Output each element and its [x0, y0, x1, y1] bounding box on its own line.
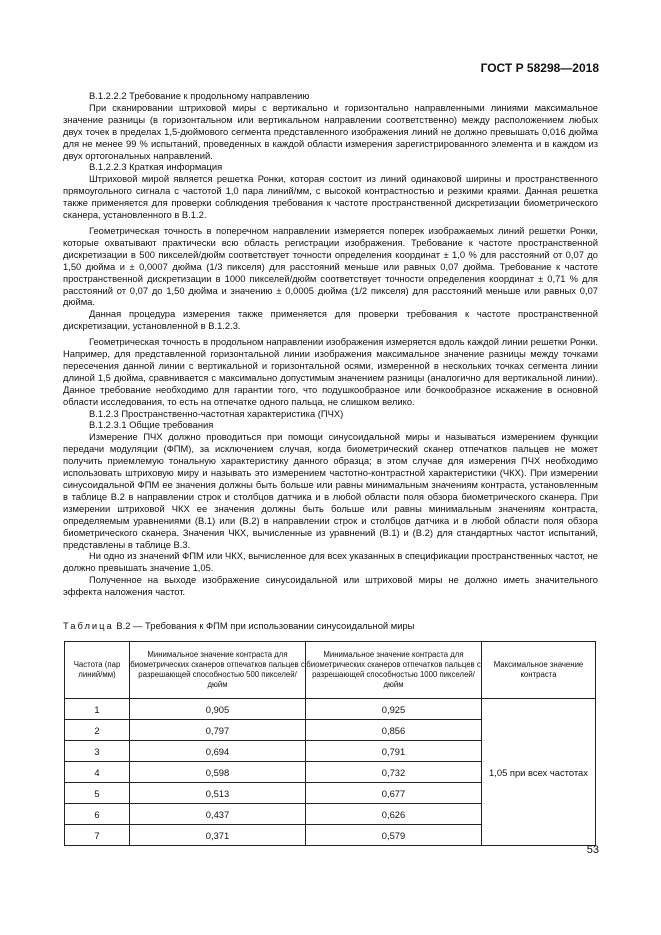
table-header-row	[65, 642, 596, 699]
table-row	[65, 699, 596, 720]
cell-contrast-500: 0,513	[130, 783, 306, 804]
table-caption-label: Таблица	[63, 620, 114, 631]
paragraph: Данная процедура измерения также применяется для проверки требования к частоте пространственной дискретизации, установленной в В.1.2.3.	[63, 308, 598, 332]
section-heading: В.1.2.3 Пространственно-частотная характеристика (ПЧХ)	[89, 407, 344, 419]
cell-contrast-500: 0,694	[130, 741, 306, 762]
body-text	[63, 90, 598, 598]
paragraph: Штриховой мирой является решетка Ронки, которая состоит из линий одинаковой ширины и пространственного прямоугольного сигнала с частотой 1,0 пара линий/мм, с высокой контрастностью и резкими краями. Данная решетка также применяется для проверки соблюдения требования к частоте пространственной дискретизации биометрического сканера, установленного в В.1.2.	[63, 173, 598, 221]
cell-contrast-1000: 0,856	[306, 720, 482, 741]
column-header: Минимальное значение контраста для биометрических сканеров отпечатков пальцев с разрешающей способностью 1000 пикселей/дюйм	[306, 642, 482, 699]
cell-frequency: 2	[65, 720, 130, 741]
cell-contrast-500: 0,371	[130, 825, 306, 846]
cell-frequency: 6	[65, 804, 130, 825]
cell-frequency: 1	[65, 699, 130, 720]
cell-contrast-1000: 0,925	[306, 699, 482, 720]
cell-contrast-1000: 0,677	[306, 783, 482, 804]
paragraph: Измерение ПЧХ должно проводиться при помощи синусоидальной миры и называться измерением функции передачи модуляции (ФПМ), за исключением случая, когда биометрический сканер отпечатков пальцев не может получить приемлемую тональную характеристику данного образца; в этом случае для измерения ПЧХ необходимо использовать штриховую миру и называть это измерением частотно-контрастной характеристики (ЧКХ). При измерении синусоидальной ФПМ ее значения должны быть больше или равны минимальным значениям контраста, установленным в таблице В.2 в направлении строк и столбцов датчика и в любой области поля обзора биометрического сканера. При измерении штриховой ЧКХ ее значения должны быть больше или равны минимальным значениям контраста, определяемым уравнениями (В.1) или (В.2) в направлении строк и столбцов датчика и в любой области поля обзора биометрического сканера. Значения ЧКХ, вычисленные из уравнений (В.1) и (В.2) для стандартных частот испытаний, представлены в таблице В.3.	[63, 431, 598, 550]
cell-contrast-1000: 0,732	[306, 762, 482, 783]
paragraph: Полученное на выходе изображение синусоидальной или штриховой миры не должно иметь значительного эффекта наложения частот.	[63, 574, 598, 598]
column-header: Минимальное значение контраста для биометрических сканеров отпечатков пальцев с разрешающей способностью 500 пикселей/дюйм	[130, 642, 306, 699]
cell-frequency: 4	[65, 762, 130, 783]
paragraph: Геометрическая точность в продольном направлении изображения измеряется вдоль каждой линии решетки Ронки. Например, для представленной горизонтальной линии изображения максимальное значение разницы между точками пересечения данной линии с вертикальной и горизонтальной осями, измеренной в нескольких точках сегмента линии длиной 1,5 дюйма, сравнивается с максимально допустимым значением разницы (аналогично для вертикальной линии). Данное требование необходимо для гарантии того, что подушкообразное или бочкообразное искажение в основной области исследования, то есть на отпечатке одного пальца, не слишком велико.	[63, 336, 598, 407]
cell-contrast-500: 0,905	[130, 699, 306, 720]
table-caption-text: В.2 — Требования к ФПМ при использовании синусоидальной миры	[116, 620, 415, 631]
section-heading: В.1.2.3.1 Общие требования	[89, 419, 214, 431]
paragraph: При сканировании штриховой миры с вертикально и горизонтально направленными линиями максимальное значение разницы (в горизонтальном или вертикальном направлении соответственно) между расположением любых двух точек в пределах 1,5-дюймового сегмента представленного изображения линий не должно превышать 0,016 дюйма для не менее 99 % испытаний, проведенных в каждой области измерения зарегистрированного элемента и в каждом из двух ортогональных направлений.	[63, 101, 598, 161]
standard-number: ГОСТ Р 58298—2018	[480, 61, 599, 75]
table-caption	[63, 620, 414, 631]
contrast-table	[64, 641, 596, 846]
paragraph: Ни одно из значений ФПМ или ЧКХ, вычисленное для всех указанных в спецификации пространственных частот, не должно превышать значение 1,05.	[63, 550, 598, 574]
cell-max-contrast: 1,05 при всех частотах	[482, 699, 596, 846]
cell-contrast-1000: 0,791	[306, 741, 482, 762]
cell-contrast-1000: 0,626	[306, 804, 482, 825]
cell-contrast-500: 0,598	[130, 762, 306, 783]
cell-frequency: 7	[65, 825, 130, 846]
section-heading: В.1.2.2.2 Требование к продольному направлению	[89, 90, 310, 101]
cell-contrast-1000: 0,579	[306, 825, 482, 846]
column-header: Максимальное значение контраста	[482, 642, 596, 699]
cell-contrast-500: 0,437	[130, 804, 306, 825]
section-heading: В.1.2.2.3 Краткая информация	[89, 161, 223, 173]
page-number: 53	[586, 844, 599, 856]
cell-frequency: 3	[65, 741, 130, 762]
paragraph: Геометрическая точность в поперечном направлении измеряется поперек изображаемых линий решетки Ронки, которые охватывают практически всю область регистрации изображения. Требование к частоте пространственной дискретизации в 500 пикселей/дюйм соответствует точности определения координат ± 1,0 % для расстояний от 0,07 до 1,50 дюйма и ± 0,0007 дюйма (1/3 пикселя) для расстояний меньше или равных 0,07 дюйма. Требование к частоте пространственной дискретизации в 1000 пикселей/дюйм соответствует точности определения координат ± 0,71 % для расстояний от 0,07 до 1,50 дюйма и значению ± 0,0005 дюйма (1/2 пикселя) для расстояний меньше или равных 0,07 дюйма.	[63, 224, 598, 308]
cell-frequency: 5	[65, 783, 130, 804]
cell-contrast-500: 0,797	[130, 720, 306, 741]
column-header: Частота (пар линий/мм)	[65, 642, 130, 699]
